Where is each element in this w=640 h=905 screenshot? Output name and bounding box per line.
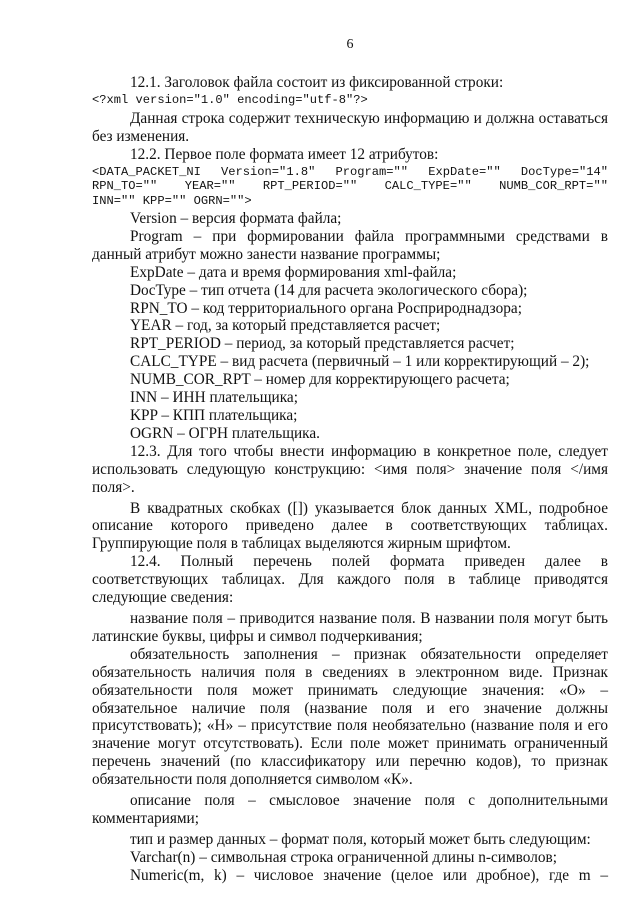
attr-numb-cor-rpt: NUMB_COR_RPT – номер для корректирующего расчета;: [130, 371, 510, 389]
attr-program: Program – при формировании файла программными средствами в данный атрибут можно занести название программы;: [92, 227, 608, 263]
xml-token: ExpDate="": [428, 164, 501, 179]
xml-token: CALC_TYPE="": [384, 179, 472, 194]
page-number: 6: [346, 37, 354, 52]
paragraph-field-name: название поля – приводится название поля. В названии поля могут быть латинские буквы, цифры и символ подчеркивания;: [92, 609, 608, 645]
attr-year: YEAR – год, за который представляется расчет;: [130, 317, 441, 335]
attr-kpp: KPP – КПП плательщика;: [130, 407, 298, 424]
xml-token: RPN_TO="": [92, 179, 158, 194]
paragraph-field-description: описание поля – смысловое значение поля с дополнительными комментариями;: [92, 792, 608, 827]
paragraph-field-required: обязательность заполнения – признак обязательности определяет обязательность наличия поля в сведениях в электронном виде. Признак обязательности поля может принимать следующие значения: «О» – обязательное наличие поля (название поля и его значение должны присутствовать); «Н» – присутствие поля необязательно (название поля и его значение могут отсутствовать). Если поле может принимать ограниченный перечень значений (по классификатору или перечню кодов), то признак обязательности поля дополняется символом «К».: [92, 645, 608, 789]
paragraph-12-3: 12.3. Для того чтобы внести информацию в конкретное поле, следует использовать следующую конструкцию: <имя поля> значение поля </имя поля>.: [92, 442, 608, 496]
xml-token: Program="": [335, 164, 409, 179]
xml-token: DocType="14": [520, 164, 608, 179]
paragraph-12-4: 12.4. Полный перечень полей формата приведен далее в соответствующих таблицах. Для каждого поля в таблице приводятся следующие сведения:: [92, 553, 608, 607]
xml-line-3: INN="" KPP="" OGRN="">: [92, 193, 252, 208]
xml-token: <DATA_PACKET_NI: [92, 164, 201, 179]
document-page: [92, 36, 608, 885]
xml-line-1: [92, 165, 608, 180]
xml-token: NUMB_COR_RPT="": [499, 179, 608, 194]
attr-doctype: DocType – тип отчета (14 для расчета экологического сбора);: [130, 281, 528, 299]
xml-token: YEAR="": [184, 179, 236, 194]
paragraph-12-1: 12.1. Заголовок файла состоит из фиксированной строки:: [130, 73, 504, 91]
xml-token: Version="1.8": [221, 164, 316, 179]
paragraph-header-note: Данная строка содержит техническую информацию и должна оставаться без изменения.: [92, 109, 608, 145]
paragraph-field-type: тип и размер данных – формат поля, который может быть следующим:: [130, 830, 591, 848]
attr-rpt-period: RPT_PERIOD – период, за который представляется расчет;: [130, 335, 515, 353]
xml-line-2: [92, 179, 608, 194]
attr-ogrn: OGRN – ОГРН плательщика.: [130, 424, 320, 442]
attr-version: Version – версия формата файла;: [130, 210, 342, 228]
paragraph-numeric: Numeric(m, k) – числовое значение (целое или дробное), где m –: [130, 866, 608, 884]
attr-calc-type: CALC_TYPE – вид расчета (первичный – 1 или корректирующий – 2);: [130, 353, 590, 371]
attr-inn: INN – ИНН плательщика;: [130, 389, 298, 407]
xml-token: RPT_PERIOD="": [262, 179, 358, 194]
attr-rpn-to: RPN_TO – код территориального органа Росприроднадзора;: [130, 299, 522, 317]
paragraph-brackets: В квадратных скобках ([]) указывается блок данных XML, подробное описание которого приведено далее в соответствующих таблицах. Группирующие поля в таблицах выделяются жирным шрифтом.: [92, 499, 608, 553]
paragraph-12-2: 12.2. Первое поле формата имеет 12 атрибутов:: [130, 145, 439, 163]
paragraph-varchar: Varchar(n) – символьная строка ограниченной длины n-символов;: [130, 848, 557, 866]
xml-declaration: <?xml version="1.0" encoding="utf-8"?>: [92, 92, 368, 107]
attr-expdate: ExpDate – дата и время формирования xml-файла;: [130, 263, 457, 281]
xml-root-element: [92, 165, 608, 209]
